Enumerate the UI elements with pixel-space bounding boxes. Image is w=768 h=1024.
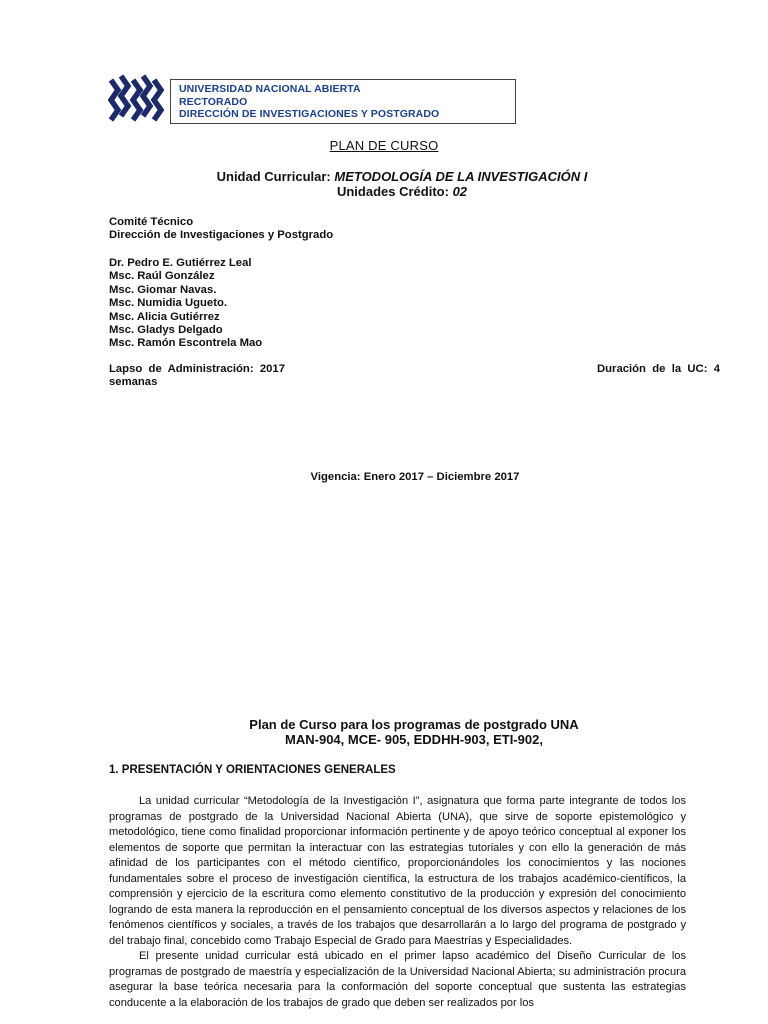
member-name: Msc. Giomar Navas. bbox=[109, 283, 217, 296]
course-name: METODOLOGÍA DE LA INVESTIGACIÓN I bbox=[334, 169, 588, 184]
lapso-line: Lapso de Administración: 2017 bbox=[109, 363, 285, 375]
course-label: Unidad Curricular: bbox=[216, 169, 331, 184]
header-university: UNIVERSIDAD NACIONAL ABIERTA bbox=[179, 83, 361, 95]
member-name: Msc. Gladys Delgado bbox=[109, 324, 223, 337]
una-logo bbox=[108, 74, 164, 122]
programs-line: Plan de Curso para los programas de postgrado UNA bbox=[249, 717, 579, 732]
header-direction: DIRECCIÓN DE INVESTIGACIONES Y POSTGRADO bbox=[179, 108, 440, 120]
credits-label: Unidades Crédito: bbox=[336, 184, 449, 199]
lapso-weeks: semanas bbox=[109, 376, 158, 389]
technical-committee bbox=[109, 216, 333, 243]
administration-period bbox=[109, 363, 285, 390]
una-logo-icon bbox=[108, 74, 164, 122]
member-name: Msc. Raúl González bbox=[109, 270, 215, 283]
programs-codes: MAN-904, MCE- 905, EDDHH-903, ETI-902, bbox=[285, 732, 543, 747]
member-name: Msc. Ramón Escontrela Mao bbox=[109, 337, 263, 350]
course-duration: Duración de la UC: 4 bbox=[597, 363, 721, 375]
header-rectorado: RECTORADO bbox=[179, 95, 248, 108]
member-name: Msc. Numidia Ugueto. bbox=[109, 297, 227, 310]
course-info bbox=[0, 169, 768, 199]
committee-members bbox=[109, 257, 262, 351]
institution-header bbox=[170, 79, 516, 124]
validity-period: Vigencia: Enero 2017 – Diciembre 2017 bbox=[310, 471, 520, 483]
member-name: Dr. Pedro E. Gutiérrez Leal bbox=[109, 257, 252, 269]
paragraph: El presente unidad curricular está ubicado en el primer lapso académico del Diseño Curricular de los programas de postgrado de maestría y especialización de la Universidad Nacional Abierta; su administración procura asegurar la base teórica necesaria para la conformación del soporte conceptual que sustenta las estrategias conducente a la elaboración de los trabajos de grado que deben ser realizados por los bbox=[109, 950, 686, 1009]
section-title: 1. PRESENTACIÓN Y ORIENTACIONES GENERALES bbox=[109, 764, 396, 776]
section-body bbox=[109, 794, 686, 1011]
credits-value: 02 bbox=[452, 184, 468, 199]
course-name-line bbox=[0, 169, 768, 184]
credits-line bbox=[0, 184, 768, 199]
paragraph: La unidad curricular “Metodología de la Investigación I”, asignatura que forma parte integrante de todos los programas de postgrado de la Universidad Nacional Abierta (UNA), que sirve de soporte epistemológico y metodológico, tiene como finalidad proporcionar información pertinente y de apoyo teórico conceptual al exponer los elementos de soporte que permitan la interactuar con las estrategias tutoriales y con ello la generación de más afinidad de los participantes con el método científico, proporcionándoles los conocimientos y las nociones fundamentales sobre el proceso de investigación científica, la estructura de los trabajos académico-científicos, la comprensión y ejercicio de la escritura como elemento constitutivo de la producción y expresión del conocimiento logrando de esta manera la reproducción en el pensamiento conceptual de los diversos aspectos y relaciones de los fenómenos científicos y sociales, a través de los trabajos que desarrollarán a lo largo del programa de postgrado y del trabajo final, concebido como Trabajo Especial de Grado para Maestrías y Especialidades. bbox=[109, 795, 686, 947]
plan-title: PLAN DE CURSO bbox=[329, 138, 439, 153]
committee-title: Comité Técnico bbox=[109, 216, 194, 228]
committee-direction: Dirección de Investigaciones y Postgrado bbox=[109, 229, 334, 242]
member-name: Msc. Alicia Gutiérrez bbox=[109, 310, 220, 323]
programs-heading bbox=[0, 717, 768, 747]
